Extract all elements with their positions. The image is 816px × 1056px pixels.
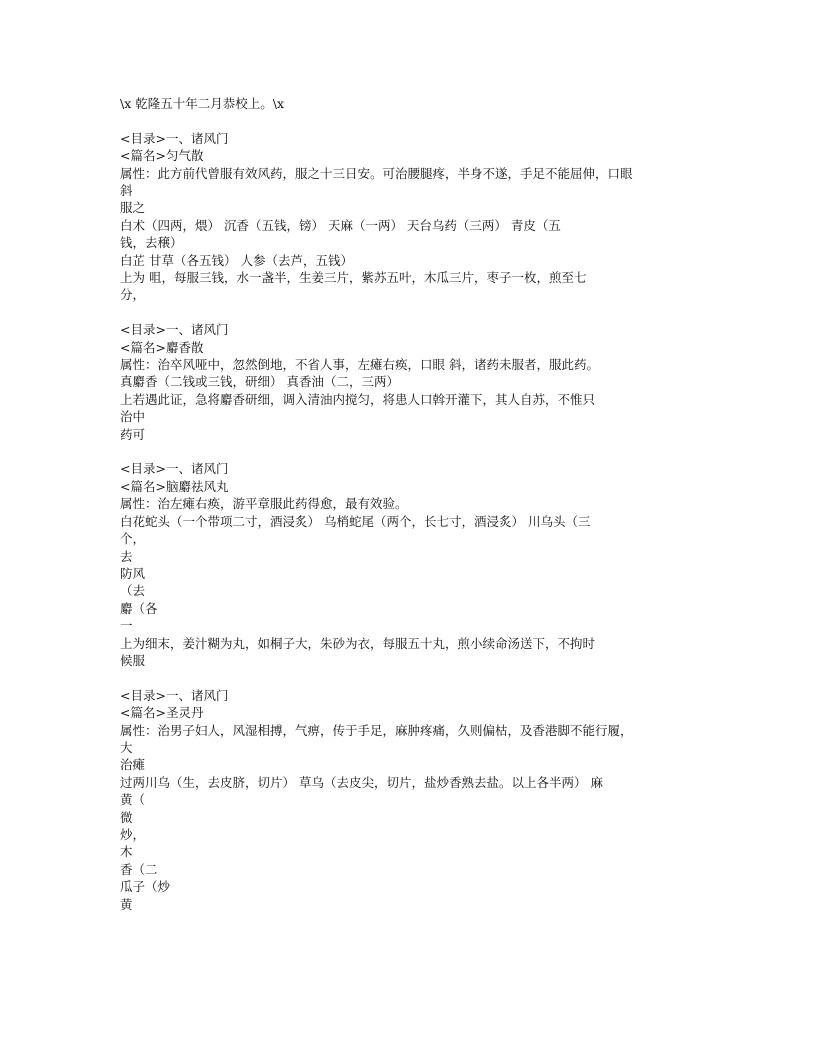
text-line: 炒，	[120, 827, 146, 842]
text-line: （去	[120, 583, 146, 599]
text-line: 白术（四两，煨） 沉香（五钱，镑） 天麻（一两） 天台乌药（三两） 青皮（五	[120, 217, 561, 233]
text-line: 候服	[120, 652, 146, 668]
document-page	[120, 95, 700, 913]
catalog-line: <目录>一、诸风门	[120, 130, 229, 146]
text-line: 香（二	[120, 861, 158, 877]
title-line: <篇名>圣灵丹	[120, 705, 204, 721]
text-line: 白花蛇头（一个带项二寸，酒浸炙） 乌梢蛇尾（两个，长七寸，酒浸炙） 川乌头（三	[120, 513, 591, 529]
text-line: 服之	[120, 200, 146, 216]
text-line: 瓜子（炒	[120, 879, 171, 895]
catalog-line: <目录>一、诸风门	[120, 687, 229, 703]
text-line: 上若遇此证，急将麝香研细，调入清油内搅匀，将患人口斡开灌下，其人自苏，不惟只	[120, 391, 596, 407]
text-line: 治瘫	[120, 757, 146, 773]
title-line: <篇名>匀气散	[120, 148, 204, 164]
text-line: 药可	[120, 426, 146, 442]
prescription-entry	[120, 687, 700, 913]
text-line: 上为 咀，每服三钱，水一盏半，生姜三片，紫苏五叶，木瓜三片，枣子一枚，煎至七	[120, 270, 587, 286]
text-line: 个，	[120, 531, 146, 547]
text-line: 黄（	[120, 792, 146, 808]
text-line: 斜	[120, 183, 133, 199]
text-line: 去	[120, 548, 133, 564]
text-line: 治中	[120, 409, 146, 425]
text-line: 一	[120, 618, 133, 634]
text-line: 大	[120, 739, 133, 755]
text-line: 分，	[120, 287, 146, 303]
text-line: 真麝香（二钱或三钱，研细） 真香油（二，三两）	[120, 374, 399, 390]
property-line: 属性：治男子妇人，风湿相搏，气痹，传于手足，麻肿疼痛，久则偏枯，及香港脚不能行履，	[120, 722, 633, 738]
catalog-line: <目录>一、诸风门	[120, 322, 229, 338]
text-line: 黄	[120, 896, 133, 912]
property-line: 属性：治左瘫右痪，游平章服此药得愈，最有效验。	[120, 496, 408, 512]
prescription-entry	[120, 460, 700, 669]
text-line: 上为细末，姜汁糊为丸，如桐子大，朱砂为衣，每服五十丸，煎小续命汤送下，不拘时	[120, 635, 596, 651]
prescription-entry	[120, 130, 700, 304]
header-line: \x 乾隆五十年二月恭校上。\x	[120, 96, 284, 111]
property-line: 属性：治卒风哑中，忽然倒地，不省人事，左瘫右痪，口眼 斜，诸药未服者，服此药。	[120, 357, 599, 373]
blank-line	[120, 112, 700, 129]
blank-line	[120, 443, 700, 460]
blank-line	[120, 669, 700, 686]
sections-container	[120, 130, 700, 913]
text-line: 白芷 甘草（各五钱） 人参（去芦，五钱）	[120, 252, 353, 268]
title-line: <篇名>脑麝祛风丸	[120, 478, 229, 494]
text-line: 防风	[120, 565, 146, 581]
text-line: 过两川乌（生，去皮脐，切片） 草乌（去皮尖，切片，盐炒香熟去盐。以上各半两） 麻	[120, 774, 603, 790]
text-line: 木	[120, 844, 133, 860]
blank-line	[120, 304, 700, 321]
title-line: <篇名>麝香散	[120, 339, 204, 355]
prescription-entry	[120, 321, 700, 443]
property-line: 属性：此方前代曾服有效风药，服之十三日安。可治腰腿疼，半身不遂，手足不能屈伸，口眼	[120, 165, 633, 181]
catalog-line: <目录>一、诸风门	[120, 461, 229, 477]
text-line: 麝（各	[120, 600, 158, 616]
text-line: 微	[120, 809, 133, 825]
text-line: 钱，去穣）	[120, 235, 183, 251]
